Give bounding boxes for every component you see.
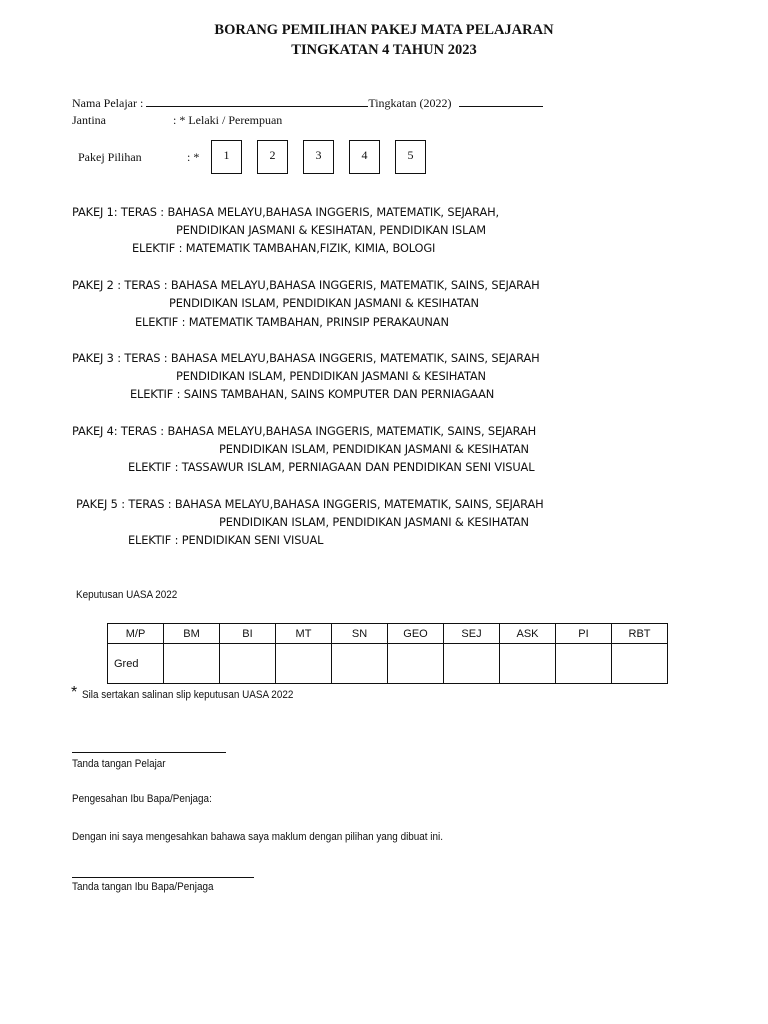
student-signature-line[interactable] (72, 752, 226, 753)
grade-cell-pi[interactable] (556, 644, 612, 684)
tingkatan-input-line[interactable] (459, 96, 543, 107)
pakej-2-teras-cont: PENDIDIKAN ISLAM, PENDIDIKAN JASMANI & KESIHATAN (169, 296, 479, 310)
nama-input-line[interactable] (146, 96, 368, 107)
declaration-text: Dengan ini saya mengesahkan bahawa saya maklum dengan pilihan yang dibuat ini. (72, 831, 443, 843)
grade-cell-rbt[interactable] (612, 644, 668, 684)
pakej-1-teras: PAKEJ 1: TERAS : BAHASA MELAYU,BAHASA INGGERIS, MATEMATIK, SEJARAH, (72, 205, 499, 219)
pakej-option-5[interactable]: 5 (395, 140, 426, 174)
column-header: ASK (500, 624, 556, 644)
pakej-3-teras-cont: PENDIDIKAN ISLAM, PENDIDIKAN JASMANI & KESIHATAN (176, 369, 486, 383)
grade-cell-bm[interactable] (164, 644, 220, 684)
pakej-5-teras: PAKEJ 5 : TERAS : BAHASA MELAYU,BAHASA INGGERIS, MATEMATIK, SAINS, SEJARAH (76, 497, 544, 511)
column-header: MT (276, 624, 332, 644)
grade-cell-ask[interactable] (500, 644, 556, 684)
student-signature-label: Tanda tangan Pelajar (72, 758, 166, 770)
results-heading: Keputusan UASA 2022 (76, 589, 178, 601)
parent-signature-label: Tanda tangan Ibu Bapa/Penjaga (72, 881, 214, 893)
column-header: RBT (612, 624, 668, 644)
pakej-5-teras-cont: PENDIDIKAN ISLAM, PENDIDIKAN JASMANI & KESIHATAN (219, 515, 529, 529)
form-subtitle: TINGKATAN 4 TAHUN 2023 (291, 42, 477, 58)
pakej-4-teras-cont: PENDIDIKAN ISLAM, PENDIDIKAN JASMANI & KESIHATAN (219, 442, 529, 456)
nama-field-row (72, 96, 543, 111)
note-asterisk: * (71, 684, 78, 701)
pakej-3-teras: PAKEJ 3 : TERAS : BAHASA MELAYU,BAHASA INGGERIS, MATEMATIK, SAINS, SEJARAH (72, 351, 540, 365)
pakej-2-elektif: ELEKTIF : MATEMATIK TAMBAHAN, PRINSIP PERAKAUNAN (135, 315, 449, 329)
grade-row-label: Gred (108, 644, 164, 684)
pakej-option-2[interactable]: 2 (257, 140, 288, 174)
pakej-option-3[interactable]: 3 (303, 140, 334, 174)
pakej-3-elektif: ELEKTIF : SAINS TAMBAHAN, SAINS KOMPUTER DAN PERNIAGAAN (130, 387, 495, 401)
endorsement-heading: Pengesahan Ibu Bapa/Penjaga: (72, 793, 212, 805)
grade-cell-mt[interactable] (276, 644, 332, 684)
pakej-prefix: : * (187, 150, 200, 164)
pakej-option-4[interactable]: 4 (349, 140, 380, 174)
pakej-2-teras: PAKEJ 2 : TERAS : BAHASA MELAYU,BAHASA INGGERIS, MATEMATIK, SAINS, SEJARAH (72, 278, 540, 292)
pakej-5-elektif: ELEKTIF : PENDIDIKAN SENI VISUAL (128, 533, 324, 547)
grade-cell-sej[interactable] (444, 644, 500, 684)
pakej-4-teras: PAKEJ 4: TERAS : BAHASA MELAYU,BAHASA INGGERIS, MATEMATIK, SAINS, SEJARAH (72, 424, 537, 438)
parent-signature-line[interactable] (72, 877, 254, 878)
pakej-1-elektif: ELEKTIF : MATEMATIK TAMBAHAN,FIZIK, KIMIA, BOLOGI (132, 241, 436, 255)
jantina-value[interactable]: : * Lelaki / Perempuan (173, 113, 283, 127)
grade-cell-geo[interactable] (388, 644, 444, 684)
nama-label: Nama Pelajar : (72, 96, 144, 110)
results-table (107, 623, 668, 684)
column-header: PI (556, 624, 612, 644)
results-grade-row (108, 644, 668, 684)
pakej-1-teras-cont: PENDIDIKAN JASMANI & KESIHATAN, PENDIDIKAN ISLAM (176, 223, 486, 237)
pakej-label: Pakej Pilihan (78, 150, 142, 164)
form-title: BORANG PEMILIHAN PAKEJ MATA PELAJARAN (214, 22, 554, 38)
tingkatan-label: Tingkatan (2022) (368, 96, 452, 110)
column-header: M/P (108, 624, 164, 644)
results-header-row (108, 624, 668, 644)
grade-cell-bi[interactable] (220, 644, 276, 684)
column-header: BM (164, 624, 220, 644)
column-header: SEJ (444, 624, 500, 644)
column-header: GEO (388, 624, 444, 644)
note-text: Sila sertakan salinan slip keputusan UASA 2022 (82, 689, 294, 701)
pakej-option-1[interactable]: 1 (211, 140, 242, 174)
pakej-4-elektif: ELEKTIF : TASSAWUR ISLAM, PERNIAGAAN DAN PENDIDIKAN SENI VISUAL (128, 460, 535, 474)
column-header: SN (332, 624, 388, 644)
grade-cell-sn[interactable] (332, 644, 388, 684)
column-header: BI (220, 624, 276, 644)
jantina-label: Jantina (72, 113, 106, 127)
